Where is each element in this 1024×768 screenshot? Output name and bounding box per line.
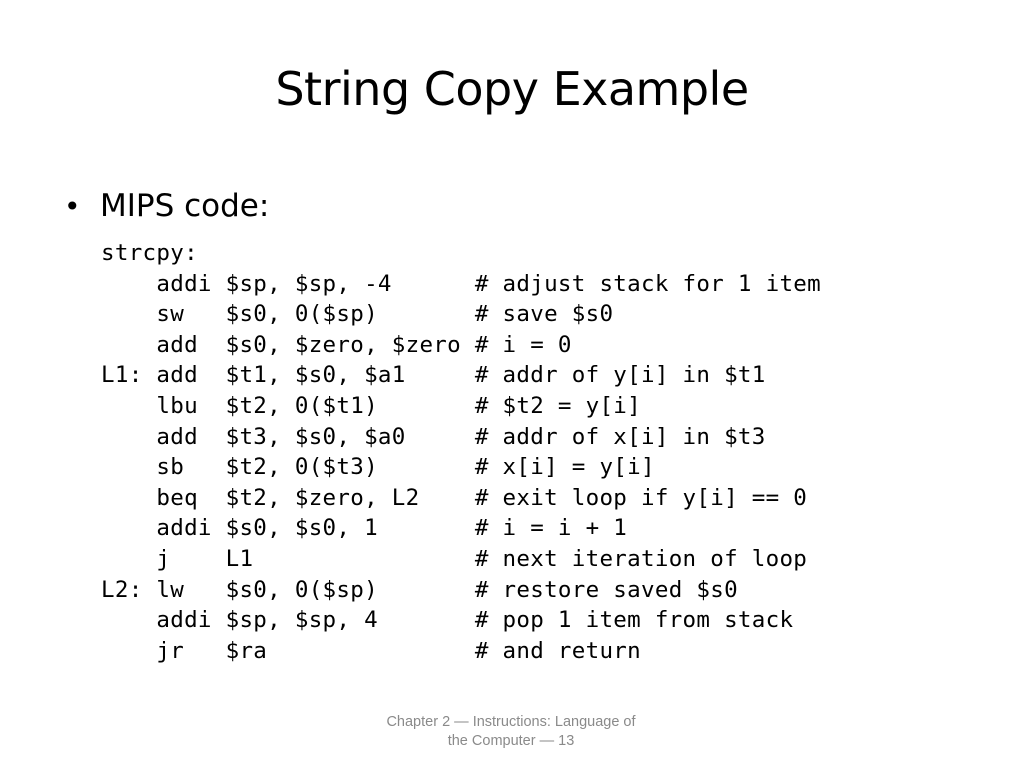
footer-line-2: the Computer — 13	[447, 732, 575, 749]
code-line: addi $s0, $s0, 1 # i = i + 1	[101, 515, 628, 542]
bullet-text: MIPS code:	[100, 188, 270, 224]
code-line: L2: lw $s0, 0($sp) # restore saved $s0	[101, 576, 738, 603]
code-line: L1: add $t1, $s0, $a1 # addr of y[i] in $t1	[101, 362, 766, 389]
code-line: addi $sp, $sp, 4 # pop 1 item from stack	[101, 607, 794, 634]
footer-line-1: Chapter 2 — Instructions: Language of	[386, 714, 636, 730]
code-line: add $s0, $zero, $zero # i = 0	[101, 331, 572, 358]
bullet-item	[64, 188, 269, 225]
code-line: addi $sp, $sp, -4 # adjust stack for 1 item	[101, 270, 821, 297]
code-line: add $t3, $s0, $a0 # addr of x[i] in $t3	[101, 423, 766, 450]
code-line: beq $t2, $zero, L2 # exit loop if y[i] == 0	[101, 484, 808, 511]
code-line: sw $s0, 0($sp) # save $s0	[101, 301, 614, 328]
code-line: sb $t2, 0($t3) # x[i] = y[i]	[101, 454, 655, 481]
slide-footer	[350, 713, 672, 751]
bullet-marker: •	[64, 190, 81, 223]
code-line: strcpy:	[101, 240, 198, 266]
slide-title: String Copy Example	[275, 62, 749, 116]
code-listing	[101, 238, 821, 666]
code-line: lbu $t2, 0($t1) # $t2 = y[i]	[101, 392, 641, 419]
code-line: j L1 # next iteration of loop	[101, 545, 808, 572]
code-line: jr $ra # and return	[101, 637, 641, 664]
